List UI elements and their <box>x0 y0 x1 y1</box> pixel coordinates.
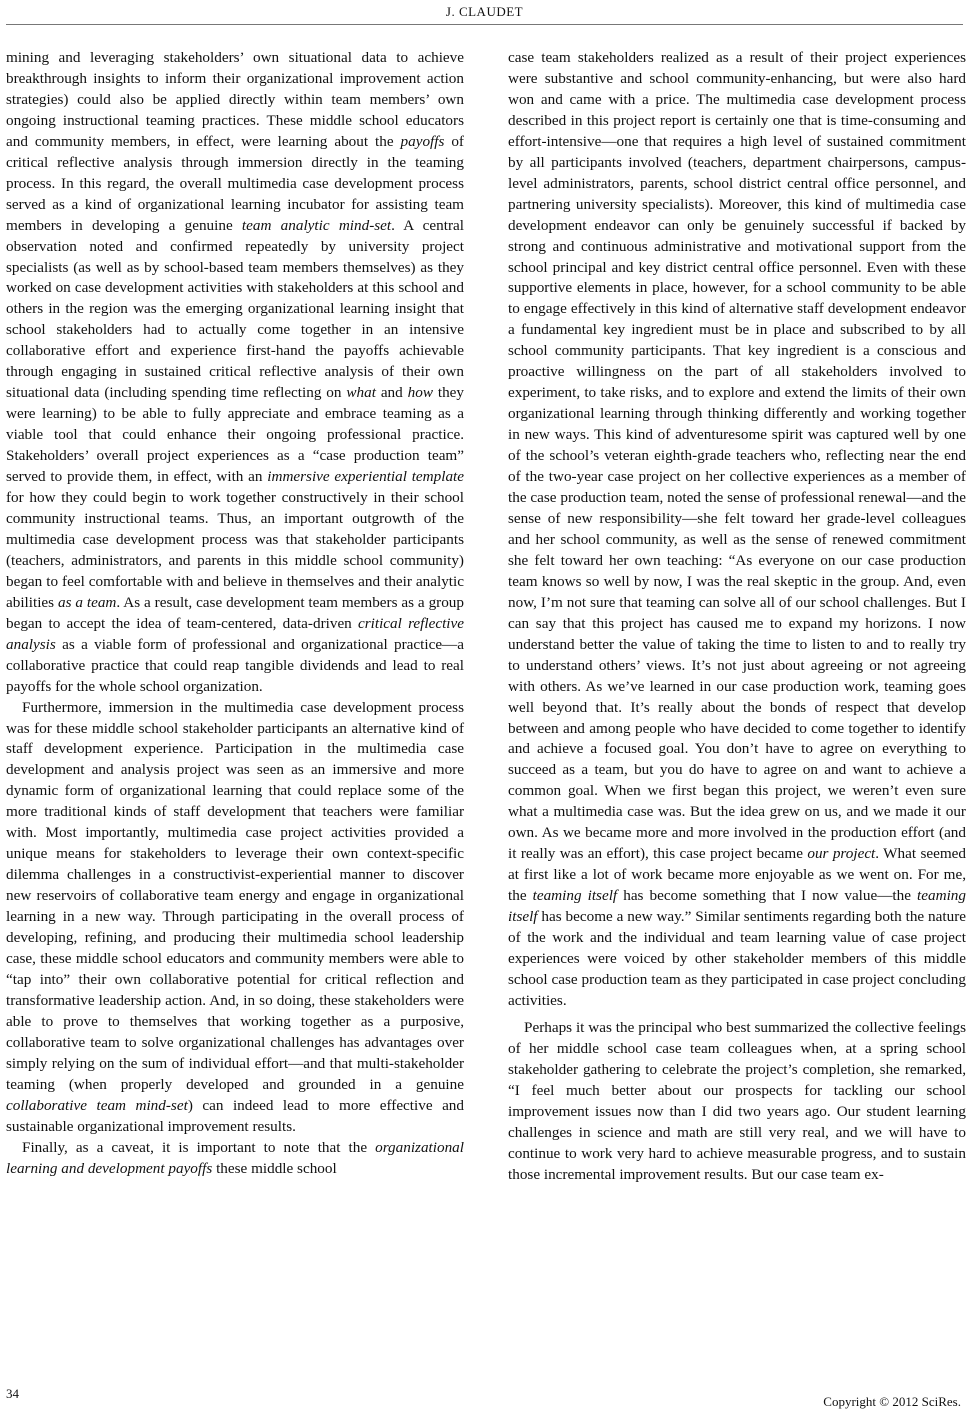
text-run: of critical reflective analysis through immersion directly in the teaming process. In this regard, the overall multimedia case development process served as a kind of organizational learning incubator for assisting team members in developing a genuine <box>6 132 464 234</box>
text-run: Furthermore, immersion in the multimedia case development process was for these middle school stakeholder participants an alternative kind of staff development experience. Participation in the multimedia case development and analysis project was seen as an immersive and more dynamic form of organizational learning that could replace some of the more traditional kinds of staff development that teachers were familiar with. Most importantly, multimedia case project activities provided a unique means for stakeholders to leverage their own context-specific dilemma challenges in a constructivist-experiential manner to discover new reservoirs of collaborative team energy and engage in organizational learning in a new way. Through participating in the overall process of developing, refining, and producing their multimedia school leadership case, these middle school educators and community members were able to “tap into” their own collaborative potential for critical reflection and transformative leadership action. And, in so doing, these stakeholders were able to prove to themselves that working together as a purposive, collaborative team to solve organizational challenges has advantages over simply relying on the sum of individual effort—and that multi-stakeholder teaming (when properly developed and grounded in a genuine <box>6 698 464 1093</box>
italic-text: how <box>407 384 433 402</box>
italic-text: critical reflective analysis <box>6 614 465 653</box>
text-run: and <box>375 384 408 402</box>
paragraph <box>508 1018 966 1186</box>
text-run: as a viable form of professional and organizational practice—a collaborative practice that could reap tangible dividends and lead to real payoffs for the whole school organization. <box>6 635 464 695</box>
italic-text: collaborative team mind-set <box>6 1096 188 1114</box>
text-run: mining and leveraging stakeholders’ own situational data to achieve breakthrough insights to inform their organizational improvement action strategies) could also be applied directly within team members’ own ongoing instructional teaming practices. These middle school educators and community members, in effect, were learning about the <box>6 49 464 150</box>
text-run: . As a result, case development team members as a group began to accept the idea of team-centered, data-driven <box>6 593 464 632</box>
header-rule <box>6 24 963 25</box>
running-head: J. CLAUDET <box>445 4 524 19</box>
paragraph <box>6 1138 464 1180</box>
italic-text: payoffs <box>400 132 445 150</box>
italic-text: organizational learning and development payoffs <box>6 1138 464 1177</box>
text-run: . What seemed at first like a lot of work became more enjoyable as we went on. For me, the <box>508 845 966 905</box>
text-run: has become a new way.” Similar sentiments regarding both the nature of the work and the individual and team learning value of case project experiences were voiced by other stakeholder members of this middle school case production team as they participated in case project concluding activities. <box>508 908 966 1009</box>
left-column <box>6 48 464 1179</box>
page-number: 34 <box>6 1386 19 1401</box>
text-run: Perhaps it was the principal who best summarized the collective feelings of her middle school case team colleagues when, at a spring school stakeholder gathering to celebrate the project’s completion, she remarked, “I feel much better about our prospects for tackling our school improvement issues now than I did two years ago. Our student learning challenges in science and math are still very real, and we will have to continue to work very hard to achieve measurable progress, and to sustain those incremental improvement results. But our case team ex- <box>508 1018 966 1183</box>
text-run: these middle school <box>212 1159 337 1177</box>
text-run: ) can indeed lead to more effective and sustainable organizational improvement results. <box>6 1096 464 1135</box>
text-run: for how they could begin to work together constructively in their school community instructional teams. Thus, an important outgrowth of the multimedia case development process was that stakeholder participants (teachers, administrators, and parents in this middle school community) began to feel comfortable with and believe in themselves and their analytic abilities <box>6 489 464 611</box>
italic-text: what <box>346 384 376 402</box>
copyright-notice: Copyright © 2012 SciRes. <box>823 1394 961 1409</box>
italic-text: as a team <box>57 593 117 611</box>
text-run: case team stakeholders realized as a result of their project experiences were substantive and school community-enhancing, but were also hard won and came with a price. The multimedia case development process described in this project report is certainly one that is time-consuming and effort-intensive—one that requires a high level of sustained commitment by all participants involved (teachers, department chairpersons, campus-level administrators, parents, school district central office personnel, and partnering university specialists). Moreover, this kind of multimedia case development endeavor can only be genuinely successful if backed by strong and continuous administrative and motivational support from the school principal and key district central office personnel. Even with these supportive elements in place, however, for a school community to be able to engage effectively in this kind of alternative staff development endeavor a fundamental key ingredient must be in place and subscribed to by all school community participants. That key ingredient is a conscious and proactive willingness on the part of all stakeholders involved to experiment, to take risks, and to explore and extend the limits of their own organizational learning through thinking differently and working together in new ways. This kind of adventuresome spirit was captured well by one of the school’s veteran eighth-grade teachers who, reflecting near the end of the two-year case project on her collective experiences as a member of the case production team, noted the sense of professional renewal—and the sense of new responsibility—she felt toward her grade-level colleagues and her school community, as well as the sense of renewed commitment she felt toward her own teaching: “As everyone on our case production team knows so well by now, I was the real skeptic in the group. And, even now, I’m not sure that teaming can solve all of our school challenges. But I can say that this project has caused me to expand my horizons. I now understand better the value of taking the time to listen to and to really try to understand others’ views. It’s not just about agreeing or not agreeing with others. As we’ve learned in our case production work, teaming goes well beyond that. It’s really about the bonds of respect that develop between and among people who have decided to come together to identify and achieve a focused goal. You don’t have to agree on everything to succeed as a team, but you do have to agree on and want to achieve a common goal. When we first began this project, we weren’t even sure what a multimedia case was. But the idea grew on us, and we made it our own. As we became more and more involved in the production effort (and it really was an effort), this case project became <box>508 49 966 863</box>
right-column <box>508 48 966 1185</box>
italic-text: our project <box>807 845 876 863</box>
paragraph <box>508 48 966 1012</box>
paragraph <box>6 48 464 698</box>
text-run: . A central observation noted and confirmed repeatedly by university project specialists (as well as by school-based team members themselves) as they worked on case development activities with stakeholders at this school and others in the region was the emerging organizational learning insight that school stakeholders had to actually come together in an intensive collaborative effort and experience first-hand the payoffs achievable through engaging in sustained critical reflective analysis of their own situational data (including spending time reflecting on <box>6 216 464 402</box>
italic-text: immersive experiential template <box>267 468 464 486</box>
paragraph <box>6 698 464 1138</box>
text-run: they were learning) to be able to fully appreciate and embrace teaming as a viable tool that could enhance their ongoing professional practice. Stakeholders’ overall project experiences as a “case production team” served to provide them, in effect, with an <box>6 384 464 486</box>
italic-text: team analytic mind-set <box>241 216 392 234</box>
text-run: Finally, as a caveat, it is important to note that the <box>22 1138 376 1156</box>
text-run: has become something that I now value—the <box>617 887 918 905</box>
italic-text: teaming itself <box>532 887 618 905</box>
italic-text: teaming itself <box>508 887 966 926</box>
